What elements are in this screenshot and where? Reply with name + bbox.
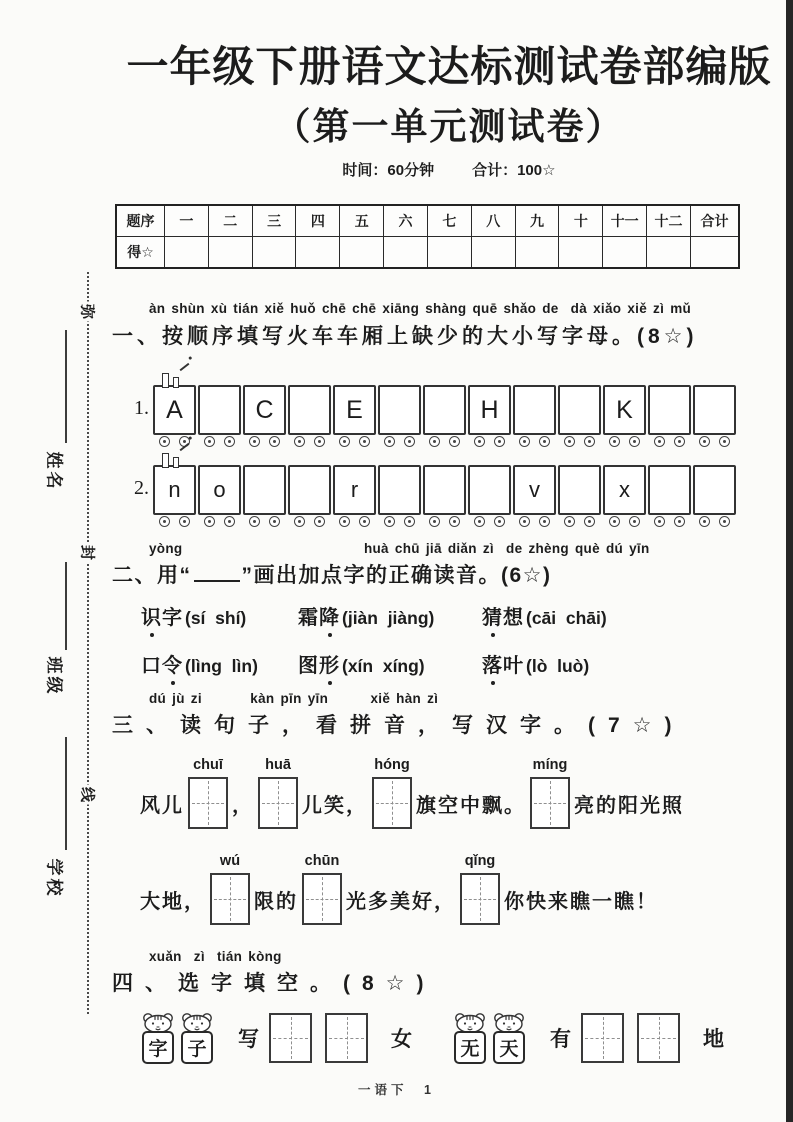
train-car[interactable] — [558, 385, 601, 447]
wheel-icon — [314, 516, 325, 527]
wheel-icon — [294, 436, 305, 447]
fill-text: 地 — [703, 1028, 724, 1051]
writing-grid[interactable] — [258, 777, 298, 829]
pinyin-options[interactable]: (xín xíng) — [342, 656, 425, 676]
writing-grid[interactable] — [460, 873, 500, 925]
score-table — [115, 204, 740, 269]
wheel-icon — [654, 436, 665, 447]
wheel-icon — [249, 516, 260, 527]
train-wheels — [198, 516, 241, 527]
train-car-box[interactable] — [513, 385, 556, 435]
train-car — [153, 465, 196, 527]
train-wheels — [243, 516, 286, 527]
train-car-box — [603, 465, 646, 515]
dotted-word — [482, 601, 524, 630]
wheel-icon — [449, 436, 460, 447]
seal-line-char: 线 — [76, 785, 101, 805]
train-car-box[interactable] — [693, 465, 736, 515]
dotted-word — [298, 601, 340, 630]
score-cell[interactable] — [427, 237, 471, 269]
train-wheels — [603, 516, 646, 527]
page-subtitle: （第一单元测试卷） — [273, 106, 625, 147]
train-wheels — [648, 436, 691, 447]
tiger-face-icon — [179, 1012, 215, 1033]
pronunciation-row — [141, 649, 589, 678]
seal-line — [87, 272, 89, 1014]
wheel-icon — [179, 516, 190, 527]
tiger-face-icon — [491, 1012, 527, 1033]
wheel-icon — [564, 516, 575, 527]
train-wheels — [243, 436, 286, 447]
wheel-icon — [359, 516, 370, 527]
q2-heading-after: ”画出加点字的正确读音。(6☆) — [241, 564, 552, 587]
chimney-icon — [173, 457, 179, 468]
student-field-label: 班级 — [44, 656, 64, 697]
score-cell[interactable] — [471, 237, 515, 269]
dotted-word — [141, 649, 183, 678]
train-car-box — [333, 385, 376, 435]
train-car[interactable] — [423, 385, 466, 447]
score-table-column-header: 二 — [208, 205, 252, 237]
tiger-face-icon — [452, 1012, 488, 1033]
wheel-icon — [719, 436, 730, 447]
score-table-corner: 题序 — [116, 205, 165, 237]
sentence-text: 光多美好， — [346, 890, 456, 913]
score-table-score-row — [116, 237, 739, 269]
grid-pinyin-label: wú — [219, 853, 241, 869]
wheel-icon — [494, 436, 505, 447]
train-wheels — [153, 516, 196, 527]
score-table-column-header: 四 — [296, 205, 340, 237]
train-car — [468, 385, 511, 447]
train-wheels — [693, 516, 736, 527]
q1-pinyin: àn shùn xù tián xiě huǒ chē chē xiāng shàng quē shǎo de dà xiǎo xiě zì mǔ — [149, 301, 692, 316]
train-car-box[interactable] — [423, 465, 466, 515]
page-footer: 一语下 1 — [358, 1083, 435, 1097]
letter-train — [134, 465, 738, 527]
pronunciation-item — [298, 649, 482, 678]
wheel-icon — [224, 516, 235, 527]
score-cell[interactable] — [252, 237, 296, 269]
word-char: 霜 — [298, 607, 319, 629]
wheel-icon — [269, 436, 280, 447]
chimney-icon — [162, 453, 169, 468]
pronunciation-item — [298, 601, 482, 630]
train-car[interactable] — [693, 465, 736, 527]
train-car-box[interactable] — [648, 465, 691, 515]
chimney-icon — [162, 373, 169, 388]
sentence-text: 限的 — [254, 890, 298, 913]
choice-fill-row — [140, 1012, 734, 1064]
q2-heading-before: 二、用“ — [112, 564, 192, 587]
dotted-word — [298, 649, 340, 678]
score-cell[interactable] — [603, 237, 647, 269]
choice-card[interactable]: 无 — [454, 1031, 486, 1064]
wheel-icon — [314, 436, 325, 447]
wheel-icon — [609, 436, 620, 447]
sentence-text: 风儿 — [140, 794, 184, 817]
wheel-icon — [384, 436, 395, 447]
score-table-column-header: 六 — [384, 205, 428, 237]
chimney-icon — [173, 377, 179, 388]
score-cell[interactable] — [165, 237, 209, 269]
train-car-letter: r — [350, 477, 359, 502]
train-car-box — [603, 385, 646, 435]
score-row-label: 得☆ — [116, 237, 165, 269]
train-car-box[interactable] — [558, 465, 601, 515]
q3-pinyin: dú jù zi kàn pīn yīn xiě hàn zì — [149, 691, 439, 706]
train-wheels — [333, 436, 376, 447]
train-wheels — [558, 516, 601, 527]
train-wheels — [558, 436, 601, 447]
train-car[interactable] — [648, 465, 691, 527]
wheel-icon — [674, 516, 685, 527]
train-car[interactable] — [378, 385, 421, 447]
writing-grid[interactable] — [581, 1013, 624, 1063]
student-field-line[interactable] — [65, 562, 67, 650]
student-field-label: 姓名 — [44, 451, 64, 492]
train-car[interactable] — [558, 465, 601, 527]
wheel-icon — [359, 436, 370, 447]
train-car-box — [198, 465, 241, 515]
wheel-icon — [339, 516, 350, 527]
q4-pinyin: xuǎn zì tián kòng — [149, 949, 282, 964]
grid-pinyin-label: hóng — [374, 757, 410, 773]
wheel-icon — [629, 436, 640, 447]
fill-text: 写 — [238, 1028, 259, 1051]
train-car-box[interactable] — [288, 385, 331, 435]
score-cell[interactable] — [340, 237, 384, 269]
score-table-column-header: 十二 — [647, 205, 691, 237]
wheel-icon — [269, 516, 280, 527]
train-car — [243, 385, 286, 447]
train-car-letter: n — [168, 477, 181, 502]
train-wheels — [513, 516, 556, 527]
student-field-line[interactable] — [65, 330, 67, 443]
grid-pinyin-label: chūn — [304, 853, 340, 869]
wheel-icon — [584, 436, 595, 447]
writing-grid-wrap — [188, 757, 228, 829]
sentence-line — [140, 853, 658, 925]
wheel-icon — [429, 436, 440, 447]
train-wheels — [468, 516, 511, 527]
seal-line-char: 弥 — [76, 302, 101, 322]
train-car-letter: C — [255, 395, 274, 424]
train-car-box[interactable] — [558, 385, 601, 435]
train-car[interactable] — [693, 385, 736, 447]
choice-tigers — [452, 1012, 530, 1064]
train-wheels — [648, 516, 691, 527]
train-wheels — [288, 436, 331, 447]
train-car-box — [333, 465, 376, 515]
train-car[interactable] — [423, 465, 466, 527]
train-car-box[interactable] — [468, 465, 511, 515]
train-car-letter: K — [616, 395, 633, 424]
writing-grid[interactable] — [637, 1013, 680, 1063]
grid-pinyin-label: míng — [532, 757, 568, 773]
writing-grid[interactable] — [530, 777, 570, 829]
wheel-icon — [159, 436, 170, 447]
sentence-text: 大地， — [140, 890, 206, 913]
train-cars — [153, 385, 738, 447]
train-car-letter: H — [480, 395, 499, 424]
pronunciation-item — [141, 649, 298, 678]
choice-card[interactable]: 子 — [181, 1031, 213, 1064]
train-car-box[interactable] — [423, 385, 466, 435]
q2-pinyin: yòng huà chū jiā diǎn zì de zhèng què dú yīn — [149, 541, 650, 556]
grid-pinyin-label: chuī — [193, 757, 223, 773]
pinyin-options[interactable]: (lò luò) — [526, 656, 590, 676]
choice-tigers — [140, 1012, 218, 1064]
word-char: 图 — [298, 655, 319, 677]
wheel-icon — [564, 436, 575, 447]
wheel-icon — [674, 436, 685, 447]
train-car-box[interactable] — [648, 385, 691, 435]
fill-text: 女 — [391, 1028, 412, 1051]
choice-card[interactable]: 天 — [493, 1031, 525, 1064]
choice-card[interactable]: 字 — [142, 1031, 174, 1064]
underline-blank[interactable] — [194, 564, 240, 582]
score-table-header-row — [116, 205, 739, 237]
train-wheels — [378, 436, 421, 447]
train-car-box — [243, 385, 286, 435]
train-wheels — [198, 436, 241, 447]
wheel-icon — [519, 516, 530, 527]
exam-meta — [108, 159, 790, 180]
wheel-icon — [539, 436, 550, 447]
word-char: 形 — [319, 649, 340, 678]
train-car — [333, 385, 376, 447]
sentence-line — [140, 757, 684, 829]
student-field-line[interactable] — [65, 737, 67, 850]
train-wheels — [693, 436, 736, 447]
train-number: 1. — [134, 397, 149, 419]
train-car-letter: E — [346, 395, 363, 424]
score-cell[interactable] — [691, 237, 740, 269]
wheel-icon — [294, 516, 305, 527]
wheel-icon — [204, 436, 215, 447]
sentence-text: 旗空中飘。 — [416, 794, 526, 817]
pinyin-options[interactable]: (cāi chāi) — [526, 608, 607, 628]
train-car-box[interactable] — [378, 385, 421, 435]
writing-grid-wrap — [530, 757, 570, 829]
wheel-icon — [719, 516, 730, 527]
score-cell[interactable] — [559, 237, 603, 269]
writing-grid-wrap — [372, 757, 412, 829]
score-cell[interactable] — [208, 237, 252, 269]
train-car-box[interactable] — [198, 385, 241, 435]
train-wheels — [423, 436, 466, 447]
wheel-icon — [584, 516, 595, 527]
train-wheels — [423, 516, 466, 527]
word-char: 降 — [319, 601, 340, 630]
train-wheels — [288, 516, 331, 527]
score-table-column-header: 三 — [252, 205, 296, 237]
sentence-text: ， — [232, 794, 254, 817]
train-wheels — [603, 436, 646, 447]
train-car-box — [513, 465, 556, 515]
wheel-icon — [494, 516, 505, 527]
score-table-column-header: 一 — [165, 205, 209, 237]
score-table-column-header: 九 — [515, 205, 559, 237]
score-table-column-header: 五 — [340, 205, 384, 237]
wheel-icon — [339, 436, 350, 447]
word-char: 令 — [162, 649, 183, 678]
train-car[interactable] — [198, 385, 241, 447]
grid-pinyin-label: huā — [265, 757, 291, 773]
student-field-label: 学校 — [44, 858, 64, 899]
tiger-mascot — [491, 1012, 527, 1064]
train-car-box[interactable] — [288, 465, 331, 515]
q2-heading — [112, 559, 552, 589]
train-car-box — [468, 385, 511, 435]
q4-heading: 四、选字填空。(8☆) — [112, 972, 436, 995]
tiger-mascot — [452, 1012, 488, 1064]
sentence-text: 儿笑， — [302, 794, 368, 817]
q1-heading: 一、按顺序填写火车车厢上缺少的大小写字母。(8☆) — [112, 325, 698, 348]
train-car-box[interactable] — [243, 465, 286, 515]
pinyin-options[interactable]: (jiàn jiàng) — [342, 608, 435, 628]
train-wheels — [333, 516, 376, 527]
wheel-icon — [474, 516, 485, 527]
wheel-icon — [539, 516, 550, 527]
wheel-icon — [474, 436, 485, 447]
wheel-icon — [404, 436, 415, 447]
train-car[interactable] — [288, 465, 331, 527]
wheel-icon — [629, 516, 640, 527]
page-title: 一年级下册语文达标测试卷部编版 — [126, 43, 772, 90]
dotted-word — [141, 601, 183, 630]
score-table-column-header: 八 — [471, 205, 515, 237]
train-car — [513, 465, 556, 527]
train-car[interactable] — [288, 385, 331, 447]
train-car-letter: x — [619, 477, 630, 502]
q3-heading: 三、读句子，看拼音，写汉字。(7☆) — [112, 714, 685, 737]
train-car[interactable] — [468, 465, 511, 527]
smoke-icon — [180, 363, 190, 371]
train-car — [198, 465, 241, 527]
score-cell[interactable] — [296, 237, 340, 269]
writing-grid[interactable] — [269, 1013, 312, 1063]
wheel-icon — [404, 516, 415, 527]
train-car[interactable] — [243, 465, 286, 527]
wheel-icon — [429, 516, 440, 527]
wheel-icon — [384, 516, 395, 527]
score-cell[interactable] — [384, 237, 428, 269]
writing-grid-wrap — [258, 757, 298, 829]
writing-grid-wrap — [302, 853, 342, 925]
train-car-letter: A — [166, 395, 183, 424]
pronunciation-row — [141, 601, 607, 630]
pinyin-options[interactable]: (lìng lìn) — [185, 656, 258, 676]
fill-text: 有 — [550, 1028, 571, 1051]
train-car[interactable] — [648, 385, 691, 447]
wheel-icon — [519, 436, 530, 447]
word-char: 想 — [503, 607, 524, 629]
wheel-icon — [609, 516, 620, 527]
word-char: 落 — [482, 649, 503, 678]
train-car[interactable] — [378, 465, 421, 527]
score-table-column-header: 十一 — [603, 205, 647, 237]
wheel-icon — [654, 516, 665, 527]
train-car-box[interactable] — [378, 465, 421, 515]
score-table-column-header: 七 — [427, 205, 471, 237]
wheel-icon — [699, 436, 710, 447]
train-car-letter: v — [529, 477, 540, 502]
train-wheels — [378, 516, 421, 527]
train-car — [603, 465, 646, 527]
wheel-icon — [699, 516, 710, 527]
letter-train — [134, 385, 738, 447]
total-score: 合计：100☆ — [472, 162, 556, 179]
train-number: 2. — [134, 477, 149, 499]
train-car — [603, 385, 646, 447]
train-wheels — [513, 436, 556, 447]
score-cell[interactable] — [515, 237, 559, 269]
tiger-mascot — [179, 1012, 215, 1064]
writing-grid[interactable] — [372, 777, 412, 829]
wheel-icon — [204, 516, 215, 527]
writing-grid[interactable] — [325, 1013, 368, 1063]
score-table-column-header: 合计 — [691, 205, 740, 237]
train-car — [333, 465, 376, 527]
writing-grid[interactable] — [188, 777, 228, 829]
pinyin-options[interactable]: (sí shí) — [185, 608, 247, 628]
dotted-word — [482, 649, 524, 678]
word-char: 叶 — [503, 655, 524, 677]
pronunciation-item — [141, 601, 298, 630]
wheel-icon — [224, 436, 235, 447]
writing-grid[interactable] — [210, 873, 250, 925]
pronunciation-item — [482, 601, 607, 630]
word-char: 口 — [141, 655, 162, 677]
train-car[interactable] — [513, 385, 556, 447]
score-table-column-header: 十 — [559, 205, 603, 237]
writing-grid-wrap — [460, 853, 500, 925]
score-cell[interactable] — [647, 237, 691, 269]
sentence-text: 亮的阳光照 — [574, 794, 684, 817]
tiger-face-icon — [140, 1012, 176, 1033]
pronunciation-item — [482, 649, 589, 678]
train-cars — [153, 465, 738, 527]
sentence-text: 你快来瞧一瞧！ — [504, 890, 658, 913]
time-limit: 时间：60分钟 — [342, 162, 435, 179]
wheel-icon — [249, 436, 260, 447]
train-car-letter: o — [213, 477, 226, 502]
word-char: 字 — [162, 607, 183, 629]
writing-grid-wrap — [210, 853, 250, 925]
train-car-box — [153, 465, 196, 515]
word-char: 识 — [141, 601, 162, 630]
tiger-mascot — [140, 1012, 176, 1064]
seal-line-char: 封 — [76, 543, 101, 563]
word-char: 猜 — [482, 601, 503, 630]
grid-pinyin-label: qǐng — [464, 853, 496, 869]
train-car-box[interactable] — [693, 385, 736, 435]
wheel-icon — [449, 516, 460, 527]
wheel-icon — [159, 516, 170, 527]
train-car-box — [153, 385, 196, 435]
writing-grid[interactable] — [302, 873, 342, 925]
train-wheels — [468, 436, 511, 447]
